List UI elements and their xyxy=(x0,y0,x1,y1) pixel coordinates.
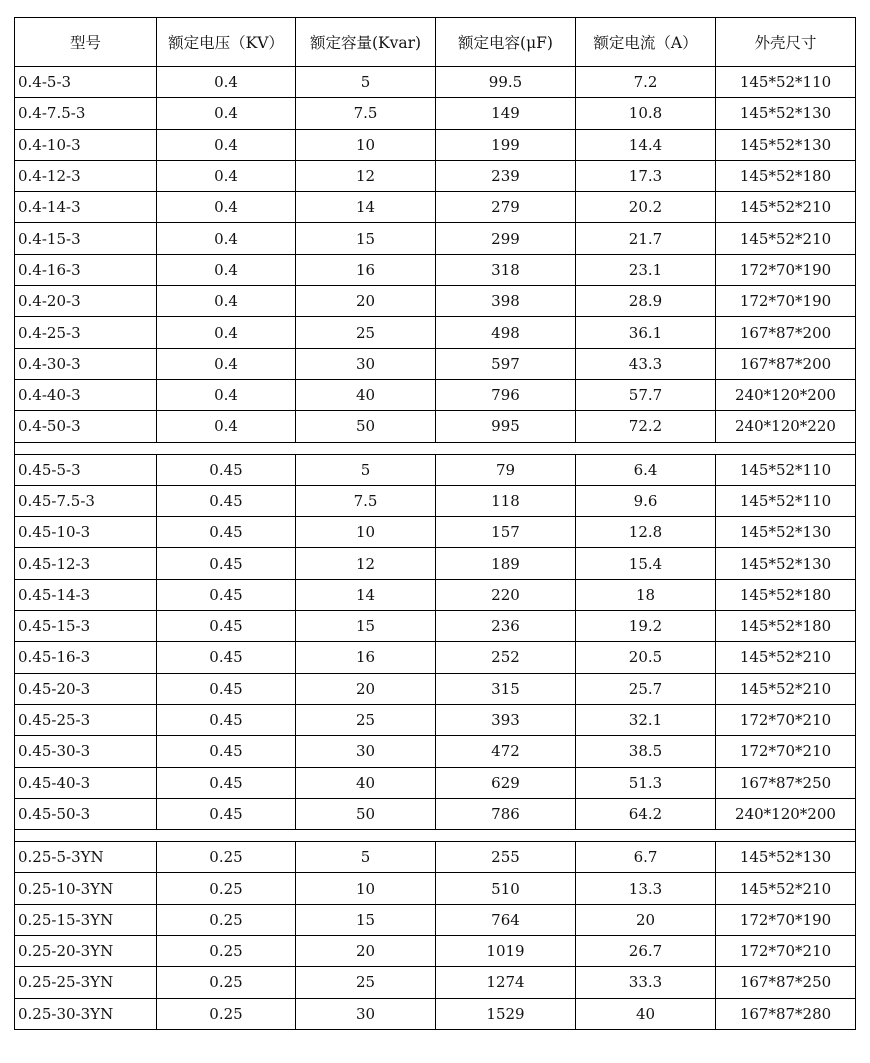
cell-rated-voltage: 0.25 xyxy=(157,873,296,904)
cell-rated-voltage: 0.45 xyxy=(157,454,296,485)
cell-model: 0.25-15-3YN xyxy=(15,904,157,935)
cell-rated-capacity: 15 xyxy=(296,223,436,254)
cell-rated-capacity: 15 xyxy=(296,904,436,935)
cell-rated-capacitance: 629 xyxy=(436,767,576,798)
table-row xyxy=(15,548,856,579)
cell-rated-voltage: 0.4 xyxy=(157,286,296,317)
cell-model: 0.45-15-3 xyxy=(15,611,157,642)
cell-model: 0.25-10-3YN xyxy=(15,873,157,904)
cell-rated-capacitance: 239 xyxy=(436,160,576,191)
cell-rated-current: 38.5 xyxy=(576,736,716,767)
cell-model: 0.25-20-3YN xyxy=(15,936,157,967)
cell-rated-capacitance: 252 xyxy=(436,642,576,673)
group-separator xyxy=(15,442,856,454)
cell-rated-capacitance: 79 xyxy=(436,454,576,485)
cell-rated-current: 18 xyxy=(576,579,716,610)
cell-rated-current: 43.3 xyxy=(576,348,716,379)
header-row xyxy=(15,18,856,67)
cell-model: 0.4-50-3 xyxy=(15,411,157,442)
table-row xyxy=(15,129,856,160)
group-separator-cell xyxy=(15,830,856,842)
cell-rated-capacity: 16 xyxy=(296,254,436,285)
table-row xyxy=(15,673,856,704)
table-row xyxy=(15,736,856,767)
cell-rated-capacity: 7.5 xyxy=(296,98,436,129)
cell-case-size: 240*120*220 xyxy=(716,411,856,442)
cell-model: 0.4-40-3 xyxy=(15,379,157,410)
cell-case-size: 172*70*190 xyxy=(716,904,856,935)
cell-model: 0.4-20-3 xyxy=(15,286,157,317)
cell-case-size: 145*52*180 xyxy=(716,160,856,191)
cell-rated-voltage: 0.4 xyxy=(157,192,296,223)
cell-rated-voltage: 0.4 xyxy=(157,98,296,129)
cell-model: 0.45-50-3 xyxy=(15,798,157,829)
capacitor-spec-table xyxy=(14,17,856,1030)
cell-rated-capacity: 20 xyxy=(296,673,436,704)
cell-case-size: 145*52*210 xyxy=(716,192,856,223)
cell-rated-voltage: 0.4 xyxy=(157,348,296,379)
cell-model: 0.4-15-3 xyxy=(15,223,157,254)
cell-model: 0.25-5-3YN xyxy=(15,842,157,873)
cell-rated-current: 14.4 xyxy=(576,129,716,160)
cell-rated-capacitance: 1529 xyxy=(436,998,576,1029)
cell-case-size: 145*52*180 xyxy=(716,579,856,610)
table-row xyxy=(15,904,856,935)
cell-rated-current: 20.5 xyxy=(576,642,716,673)
cell-model: 0.45-30-3 xyxy=(15,736,157,767)
cell-case-size: 240*120*200 xyxy=(716,798,856,829)
cell-rated-capacitance: 315 xyxy=(436,673,576,704)
cell-rated-current: 33.3 xyxy=(576,967,716,998)
cell-rated-voltage: 0.45 xyxy=(157,673,296,704)
header-rated-voltage: 额定电压（KV） xyxy=(157,18,296,67)
cell-rated-capacitance: 255 xyxy=(436,842,576,873)
group-separator-cell xyxy=(15,442,856,454)
cell-rated-capacitance: 995 xyxy=(436,411,576,442)
cell-model: 0.25-30-3YN xyxy=(15,998,157,1029)
cell-rated-current: 20.2 xyxy=(576,192,716,223)
table-row xyxy=(15,317,856,348)
table-row xyxy=(15,611,856,642)
cell-rated-capacitance: 220 xyxy=(436,579,576,610)
cell-rated-capacitance: 118 xyxy=(436,485,576,516)
cell-model: 0.4-5-3 xyxy=(15,67,157,98)
cell-rated-capacity: 10 xyxy=(296,129,436,160)
cell-rated-capacity: 30 xyxy=(296,348,436,379)
cell-rated-voltage: 0.4 xyxy=(157,160,296,191)
cell-case-size: 145*52*110 xyxy=(716,67,856,98)
cell-rated-capacity: 30 xyxy=(296,998,436,1029)
cell-rated-capacity: 50 xyxy=(296,411,436,442)
cell-rated-voltage: 0.4 xyxy=(157,129,296,160)
header-case-size: 外壳尺寸 xyxy=(716,18,856,67)
cell-case-size: 172*70*210 xyxy=(716,736,856,767)
cell-rated-current: 25.7 xyxy=(576,673,716,704)
cell-case-size: 167*87*250 xyxy=(716,767,856,798)
cell-rated-current: 36.1 xyxy=(576,317,716,348)
cell-case-size: 145*52*210 xyxy=(716,873,856,904)
cell-rated-current: 26.7 xyxy=(576,936,716,967)
cell-rated-current: 19.2 xyxy=(576,611,716,642)
cell-rated-capacitance: 99.5 xyxy=(436,67,576,98)
cell-case-size: 145*52*210 xyxy=(716,642,856,673)
table-row xyxy=(15,286,856,317)
cell-rated-voltage: 0.45 xyxy=(157,642,296,673)
table-row xyxy=(15,517,856,548)
cell-rated-voltage: 0.45 xyxy=(157,704,296,735)
table-row xyxy=(15,485,856,516)
cell-case-size: 145*52*130 xyxy=(716,548,856,579)
table-row xyxy=(15,873,856,904)
cell-rated-capacitance: 299 xyxy=(436,223,576,254)
cell-rated-voltage: 0.25 xyxy=(157,842,296,873)
table-row xyxy=(15,642,856,673)
cell-case-size: 167*87*200 xyxy=(716,317,856,348)
cell-rated-capacity: 30 xyxy=(296,736,436,767)
cell-rated-capacity: 10 xyxy=(296,873,436,904)
cell-rated-voltage: 0.45 xyxy=(157,611,296,642)
cell-case-size: 172*70*190 xyxy=(716,254,856,285)
cell-model: 0.45-7.5-3 xyxy=(15,485,157,516)
cell-rated-capacity: 15 xyxy=(296,611,436,642)
cell-rated-capacity: 25 xyxy=(296,967,436,998)
cell-rated-voltage: 0.45 xyxy=(157,767,296,798)
cell-case-size: 145*52*130 xyxy=(716,842,856,873)
table-row xyxy=(15,348,856,379)
table-row xyxy=(15,192,856,223)
cell-model: 0.4-25-3 xyxy=(15,317,157,348)
table-row xyxy=(15,842,856,873)
cell-model: 0.45-14-3 xyxy=(15,579,157,610)
cell-rated-current: 64.2 xyxy=(576,798,716,829)
header-rated-current: 额定电流（A） xyxy=(576,18,716,67)
cell-rated-current: 20 xyxy=(576,904,716,935)
cell-model: 0.45-20-3 xyxy=(15,673,157,704)
cell-case-size: 145*52*130 xyxy=(716,98,856,129)
cell-rated-capacity: 20 xyxy=(296,936,436,967)
cell-rated-capacitance: 472 xyxy=(436,736,576,767)
cell-rated-capacity: 5 xyxy=(296,454,436,485)
table-row xyxy=(15,67,856,98)
cell-rated-capacity: 12 xyxy=(296,160,436,191)
cell-case-size: 145*52*130 xyxy=(716,129,856,160)
cell-case-size: 145*52*130 xyxy=(716,517,856,548)
cell-rated-capacity: 40 xyxy=(296,767,436,798)
cell-rated-capacitance: 236 xyxy=(436,611,576,642)
cell-rated-capacitance: 157 xyxy=(436,517,576,548)
group-separator xyxy=(15,830,856,842)
table-body xyxy=(15,67,856,1030)
cell-rated-current: 7.2 xyxy=(576,67,716,98)
cell-model: 0.25-25-3YN xyxy=(15,967,157,998)
cell-case-size: 145*52*180 xyxy=(716,611,856,642)
cell-rated-capacity: 16 xyxy=(296,642,436,673)
cell-rated-voltage: 0.45 xyxy=(157,485,296,516)
cell-rated-voltage: 0.4 xyxy=(157,317,296,348)
cell-model: 0.45-25-3 xyxy=(15,704,157,735)
cell-rated-current: 23.1 xyxy=(576,254,716,285)
cell-rated-voltage: 0.25 xyxy=(157,904,296,935)
table-row xyxy=(15,254,856,285)
cell-rated-capacity: 10 xyxy=(296,517,436,548)
cell-rated-capacitance: 796 xyxy=(436,379,576,410)
cell-rated-voltage: 0.45 xyxy=(157,736,296,767)
cell-case-size: 167*87*200 xyxy=(716,348,856,379)
cell-rated-current: 32.1 xyxy=(576,704,716,735)
cell-model: 0.45-10-3 xyxy=(15,517,157,548)
table-row xyxy=(15,704,856,735)
cell-rated-capacitance: 597 xyxy=(436,348,576,379)
header-rated-capacity: 额定容量(Kvar) xyxy=(296,18,436,67)
table-row xyxy=(15,767,856,798)
cell-rated-capacitance: 318 xyxy=(436,254,576,285)
cell-case-size: 172*70*190 xyxy=(716,286,856,317)
cell-rated-voltage: 0.45 xyxy=(157,548,296,579)
cell-rated-capacity: 14 xyxy=(296,192,436,223)
header-model: 型号 xyxy=(15,18,157,67)
cell-rated-current: 12.8 xyxy=(576,517,716,548)
cell-rated-capacitance: 1274 xyxy=(436,967,576,998)
cell-rated-capacitance: 498 xyxy=(436,317,576,348)
cell-rated-capacitance: 764 xyxy=(436,904,576,935)
table-row xyxy=(15,967,856,998)
table-row xyxy=(15,998,856,1029)
table-row xyxy=(15,579,856,610)
cell-rated-capacity: 12 xyxy=(296,548,436,579)
cell-case-size: 172*70*210 xyxy=(716,704,856,735)
cell-rated-current: 57.7 xyxy=(576,379,716,410)
cell-rated-capacitance: 393 xyxy=(436,704,576,735)
cell-rated-capacitance: 510 xyxy=(436,873,576,904)
table-row xyxy=(15,454,856,485)
cell-rated-voltage: 0.45 xyxy=(157,798,296,829)
cell-case-size: 145*52*210 xyxy=(716,223,856,254)
cell-rated-capacitance: 398 xyxy=(436,286,576,317)
cell-rated-current: 6.4 xyxy=(576,454,716,485)
cell-rated-voltage: 0.4 xyxy=(157,223,296,254)
table-row xyxy=(15,411,856,442)
header-rated-capacitance: 额定电容(μF) xyxy=(436,18,576,67)
cell-rated-current: 17.3 xyxy=(576,160,716,191)
table-row xyxy=(15,223,856,254)
cell-rated-capacity: 5 xyxy=(296,67,436,98)
cell-rated-current: 10.8 xyxy=(576,98,716,129)
cell-rated-current: 9.6 xyxy=(576,485,716,516)
cell-rated-capacitance: 786 xyxy=(436,798,576,829)
cell-rated-capacitance: 1019 xyxy=(436,936,576,967)
cell-model: 0.45-40-3 xyxy=(15,767,157,798)
cell-rated-voltage: 0.4 xyxy=(157,67,296,98)
table-row xyxy=(15,379,856,410)
table-row xyxy=(15,160,856,191)
cell-rated-current: 28.9 xyxy=(576,286,716,317)
cell-model: 0.45-16-3 xyxy=(15,642,157,673)
cell-rated-capacity: 5 xyxy=(296,842,436,873)
cell-rated-current: 21.7 xyxy=(576,223,716,254)
cell-rated-voltage: 0.4 xyxy=(157,254,296,285)
cell-case-size: 145*52*110 xyxy=(716,485,856,516)
cell-rated-capacity: 25 xyxy=(296,704,436,735)
cell-rated-capacitance: 199 xyxy=(436,129,576,160)
cell-rated-capacity: 7.5 xyxy=(296,485,436,516)
cell-rated-capacitance: 149 xyxy=(436,98,576,129)
cell-case-size: 240*120*200 xyxy=(716,379,856,410)
cell-rated-current: 51.3 xyxy=(576,767,716,798)
cell-rated-voltage: 0.45 xyxy=(157,579,296,610)
cell-model: 0.4-7.5-3 xyxy=(15,98,157,129)
cell-case-size: 145*52*110 xyxy=(716,454,856,485)
cell-model: 0.4-10-3 xyxy=(15,129,157,160)
cell-rated-capacity: 25 xyxy=(296,317,436,348)
cell-case-size: 167*87*280 xyxy=(716,998,856,1029)
cell-rated-current: 72.2 xyxy=(576,411,716,442)
cell-rated-capacitance: 279 xyxy=(436,192,576,223)
cell-rated-voltage: 0.4 xyxy=(157,379,296,410)
cell-rated-voltage: 0.25 xyxy=(157,936,296,967)
cell-model: 0.4-16-3 xyxy=(15,254,157,285)
cell-rated-capacitance: 189 xyxy=(436,548,576,579)
cell-rated-capacity: 40 xyxy=(296,379,436,410)
table-row xyxy=(15,936,856,967)
cell-case-size: 145*52*210 xyxy=(716,673,856,704)
cell-rated-voltage: 0.45 xyxy=(157,517,296,548)
cell-rated-current: 6.7 xyxy=(576,842,716,873)
cell-rated-capacity: 50 xyxy=(296,798,436,829)
cell-rated-capacity: 14 xyxy=(296,579,436,610)
cell-model: 0.45-12-3 xyxy=(15,548,157,579)
cell-case-size: 167*87*250 xyxy=(716,967,856,998)
cell-rated-current: 15.4 xyxy=(576,548,716,579)
table-row xyxy=(15,98,856,129)
cell-case-size: 172*70*210 xyxy=(716,936,856,967)
cell-model: 0.4-30-3 xyxy=(15,348,157,379)
cell-rated-current: 13.3 xyxy=(576,873,716,904)
cell-model: 0.45-5-3 xyxy=(15,454,157,485)
cell-rated-capacity: 20 xyxy=(296,286,436,317)
cell-model: 0.4-12-3 xyxy=(15,160,157,191)
cell-rated-voltage: 0.4 xyxy=(157,411,296,442)
cell-rated-voltage: 0.25 xyxy=(157,967,296,998)
cell-model: 0.4-14-3 xyxy=(15,192,157,223)
table-row xyxy=(15,798,856,829)
cell-rated-current: 40 xyxy=(576,998,716,1029)
cell-rated-voltage: 0.25 xyxy=(157,998,296,1029)
